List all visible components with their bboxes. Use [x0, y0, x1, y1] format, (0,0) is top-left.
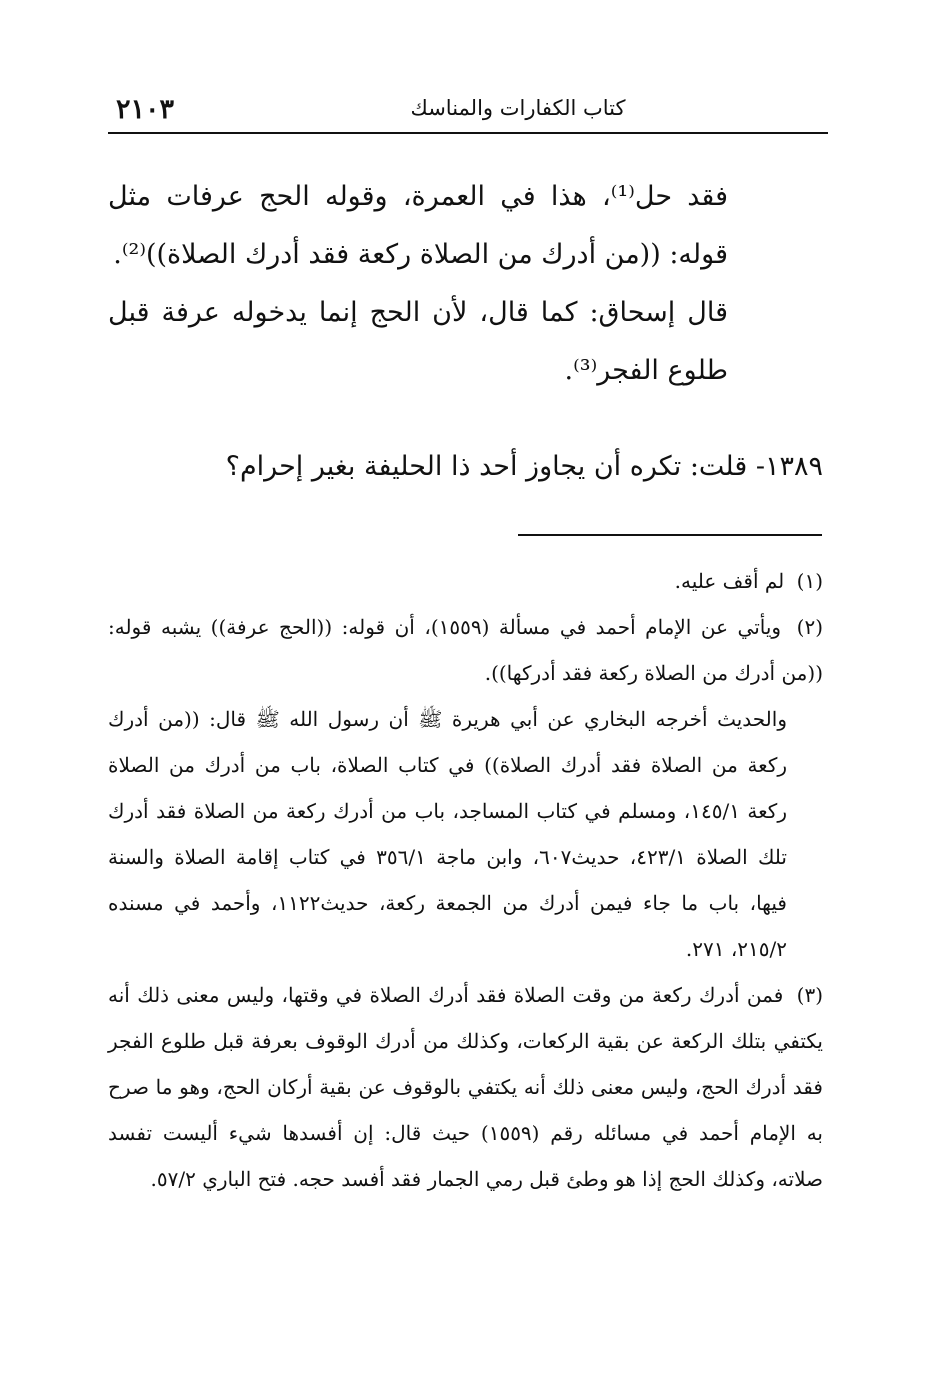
footnote-number: (٢)	[796, 615, 823, 639]
footnote-number: (٣)	[796, 983, 824, 1007]
footnote-text: لم أقف عليه.	[674, 569, 785, 593]
footnote-number: (١)	[796, 569, 823, 593]
question-1389: ١٣٨٩- قلت: تكره أن يجاوز أحد ذا الحليفة بغير إحرام؟	[225, 451, 823, 482]
footnote-1	[108, 558, 823, 604]
page-header	[108, 88, 828, 134]
footnote-separator	[518, 534, 822, 536]
main-paragraph-1: فقد حل⁽¹⁾، هذا في العمرة، وقوله الحج عرفات مثل قوله: ((من أدرك من الصلاة ركعة فقد أدرك الصلاة))⁽²⁾.	[108, 181, 728, 270]
main-text	[108, 168, 728, 400]
footnotes	[108, 558, 823, 1202]
footnote-text: فمن أدرك ركعة من وقت الصلاة فقد أدرك الصلاة في وقتها، وليس معنى ذلك أنه يكتفي بتلك الركعة عن بقية الركعات، وكذلك من أدرك الوقوف بعرفة قبل طلوع الفجر فقد أدرك الحج، وليس معنى ذلك أنه يكتفي بالوقوف عن بقية أركان الحج، وهو ما صرح به الإمام أحمد في مسائله رقم (١٥٥٩) حيث قال: إن أفسدها شيء أليست تفسد صلاته، وكذلك الحج إذا هو وطئ قبل رمي الجمار فقد أفسد حجه. فتح الباري ٥٧/٢.	[108, 983, 823, 1191]
main-paragraph-2: قال إسحاق: كما قال، لأن الحج إنما يدخوله عرفة قبل طلوع الفجر⁽³⁾.	[108, 297, 728, 386]
footnote-2	[108, 604, 823, 696]
footnote-2-continuation: والحديث أخرجه البخاري عن أبي هريرة ﷺ أن رسول الله ﷺ قال: ((من أدرك ركعة من الصلاة فقد أدرك الصلاة)) في كتاب الصلاة، باب من أدرك من الصلاة ركعة ١٤٥/١، ومسلم في كتاب المساجد، باب من أدرك ركعة من الصلاة فقد أدرك تلك الصلاة ٤٢٣/١، حديث٦٠٧، وابن ماجة ٣٥٦/١ في كتاب إقامة الصلاة والسنة فيها، باب ما جاء فيمن أدرك من الجمعة ركعة، حديث١١٢٢، وأحمد في مسنده ٢١٥/٢، ٢٧١.	[108, 707, 787, 961]
running-title: كتاب الكفارات والمناسك	[410, 96, 626, 120]
page-number: ٢١٠٣	[116, 94, 175, 125]
footnote-3	[108, 972, 823, 1202]
footnote-text: ويأتي عن الإمام أحمد في مسألة (١٥٥٩)، أن قوله: ((الحج عرفة)) يشبه قوله: ((من أدرك من الصلاة ركعة فقد أدركها)).	[108, 615, 823, 685]
